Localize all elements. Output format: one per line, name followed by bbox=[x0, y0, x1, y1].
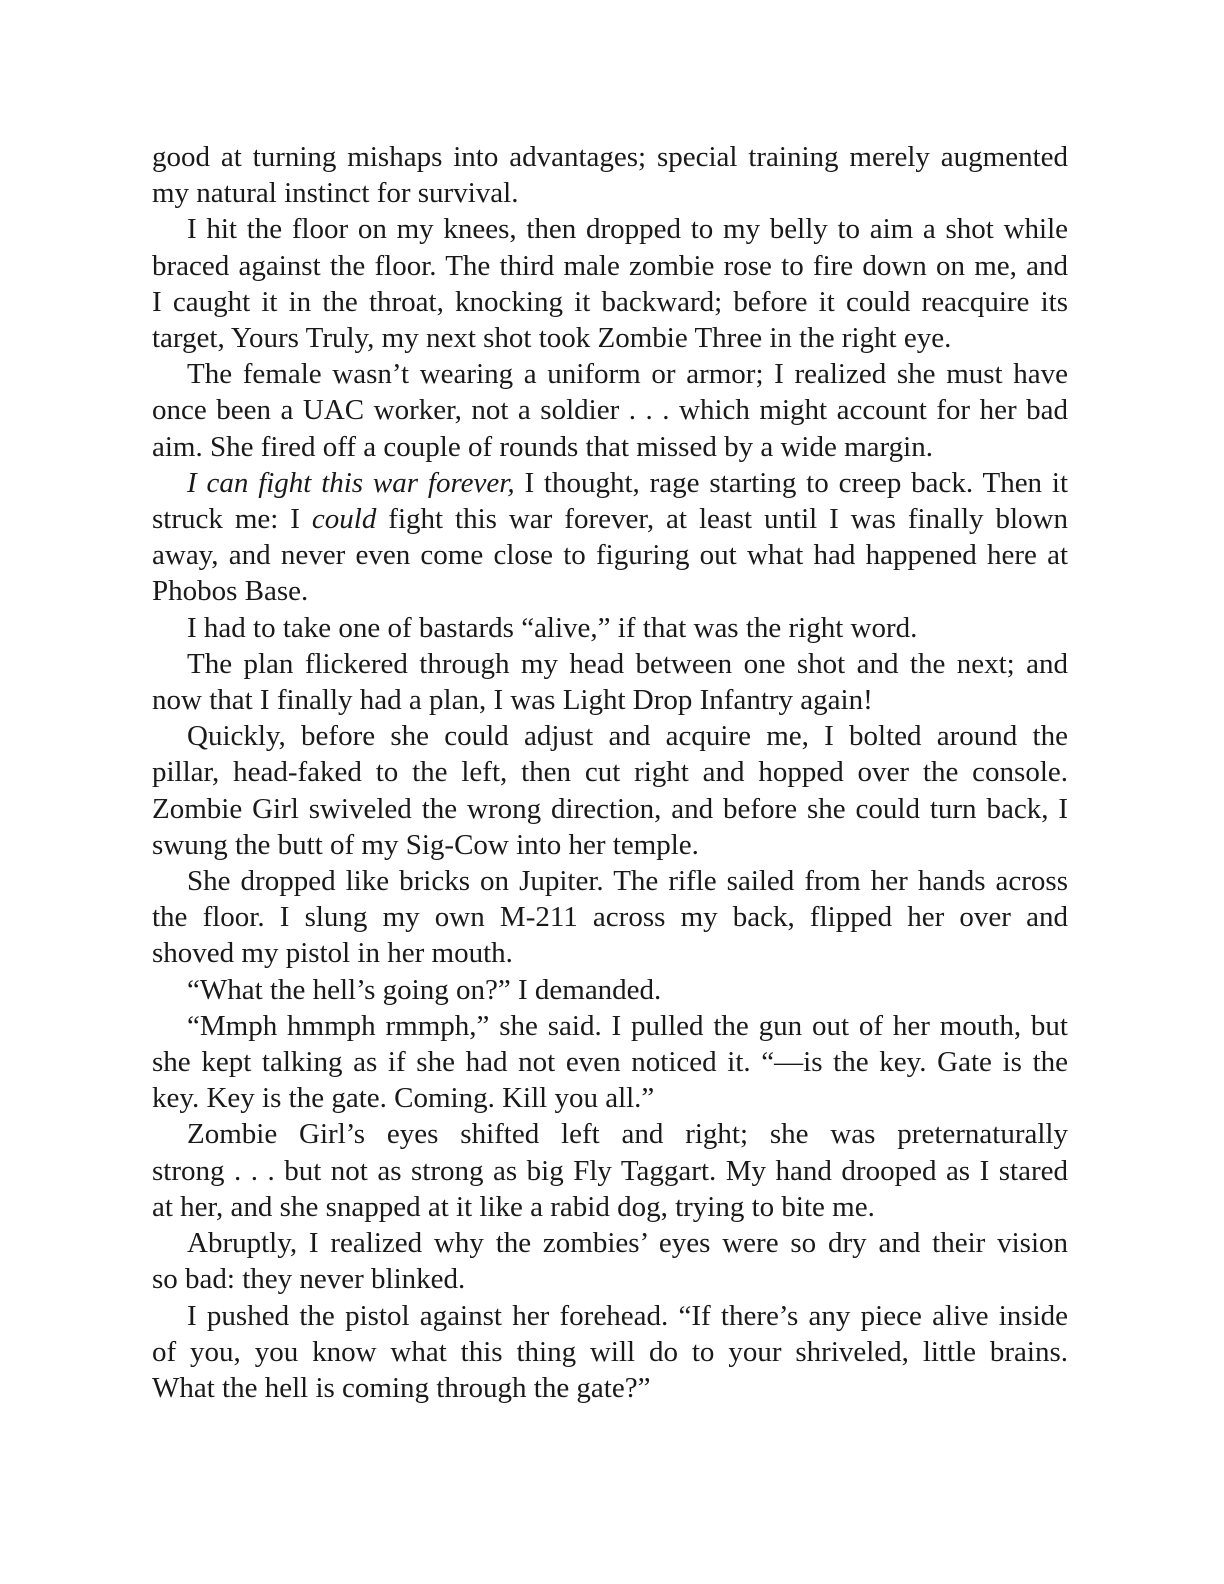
text-run: I caught it in the throat, knocking it backward; before it could reacquire its bbox=[152, 285, 1068, 318]
paragraph bbox=[152, 1116, 1068, 1225]
paragraph bbox=[152, 718, 1068, 863]
text-run: struck me: I bbox=[152, 503, 312, 536]
text-run: target, Yours Truly, my next shot took Zombie Three in the right eye. bbox=[152, 322, 952, 355]
text-run: so bad: they never blinked. bbox=[152, 1263, 466, 1296]
text-run: She dropped like bricks on Jupiter. The rifle sailed from her hands across bbox=[187, 865, 1068, 898]
text-run: she kept talking as if she had not even noticed it. “—is the key. Gate is the bbox=[152, 1046, 1068, 1079]
text-line bbox=[152, 682, 1068, 718]
text-line bbox=[152, 465, 1068, 501]
text-line bbox=[152, 1080, 1068, 1116]
text-run: at her, and she snapped at it like a rabid dog, trying to bite me. bbox=[152, 1190, 875, 1223]
paragraph bbox=[152, 1008, 1068, 1117]
text-run: “What the hell’s going on?” I demanded. bbox=[187, 973, 662, 1006]
italic-text-run: could bbox=[311, 503, 377, 536]
text-run: swung the butt of my Sig-Cow into her temple. bbox=[152, 828, 699, 861]
text-run: key. Key is the gate. Coming. Kill you all.” bbox=[152, 1082, 655, 1115]
text-line bbox=[152, 175, 1068, 211]
text-line bbox=[152, 392, 1068, 428]
text-run: Abruptly, I realized why the zombies’ eyes were so dry and their vision bbox=[187, 1227, 1068, 1260]
text-run: “Mmph hmmph rmmph,” she said. I pulled the gun out of her mouth, but bbox=[187, 1009, 1068, 1042]
text-line bbox=[152, 537, 1068, 573]
text-line bbox=[152, 1008, 1068, 1044]
text-line bbox=[152, 610, 1068, 646]
text-line bbox=[152, 284, 1068, 320]
text-run: I pushed the pistol against her forehead. “If there’s any piece alive inside bbox=[187, 1299, 1068, 1332]
text-line bbox=[152, 1334, 1068, 1370]
text-run: I thought, rage starting to creep back. Then it bbox=[514, 466, 1069, 499]
text-run: What the hell is coming through the gate?” bbox=[152, 1371, 651, 1404]
text-line bbox=[152, 646, 1068, 682]
text-line bbox=[152, 718, 1068, 754]
text-line bbox=[152, 139, 1068, 175]
paragraph bbox=[152, 1225, 1068, 1297]
paragraph bbox=[152, 356, 1068, 465]
text-run: I had to take one of bastards “alive,” if that was the right word. bbox=[187, 611, 918, 644]
text-line bbox=[152, 429, 1068, 465]
text-run: Quickly, before she could adjust and acquire me, I bolted around the bbox=[187, 720, 1068, 753]
text-line bbox=[152, 211, 1068, 247]
text-run: Zombie Girl swiveled the wrong direction, and before she could turn back, I bbox=[152, 792, 1068, 825]
text-run: The female wasn’t wearing a uniform or armor; I realized she must have bbox=[187, 358, 1068, 391]
text-line bbox=[152, 320, 1068, 356]
text-line bbox=[152, 899, 1068, 935]
text-run: I hit the floor on my knees, then dropped to my belly to aim a shot while bbox=[187, 213, 1068, 246]
text-line bbox=[152, 1298, 1068, 1334]
text-run: braced against the floor. The third male zombie rose to fire down on me, and bbox=[152, 249, 1068, 282]
text-line bbox=[152, 1225, 1068, 1261]
text-run: the floor. I slung my own M-211 across my back, flipped her over and bbox=[152, 901, 1068, 934]
text-line bbox=[152, 1153, 1068, 1189]
text-line bbox=[152, 863, 1068, 899]
text-line bbox=[152, 972, 1068, 1008]
text-run: my natural instinct for survival. bbox=[152, 177, 519, 210]
paragraph bbox=[152, 139, 1068, 211]
text-run: strong . . . but not as strong as big Fly Taggart. My hand drooped as I stared bbox=[152, 1154, 1068, 1187]
text-run: once been a UAC worker, not a soldier . . . which might account for her bad bbox=[152, 394, 1068, 427]
text-line bbox=[152, 827, 1068, 863]
text-line bbox=[152, 1116, 1068, 1152]
text-line bbox=[152, 754, 1068, 790]
text-run: good at turning mishaps into advantages; special training merely augmented bbox=[152, 141, 1068, 173]
text-line bbox=[152, 248, 1068, 284]
text-run: aim. She fired off a couple of rounds that missed by a wide margin. bbox=[152, 430, 933, 463]
text-line bbox=[152, 501, 1068, 537]
paragraph bbox=[152, 646, 1068, 718]
text-line bbox=[152, 1370, 1068, 1406]
text-line bbox=[152, 1189, 1068, 1225]
text-run: pillar, head-faked to the left, then cut right and hopped over the console. bbox=[152, 756, 1068, 789]
text-run: Phobos Base. bbox=[152, 575, 309, 608]
paragraph bbox=[152, 1298, 1068, 1407]
text-run: fight this war forever, at least until I was finally blown bbox=[376, 503, 1068, 536]
text-line bbox=[152, 1044, 1068, 1080]
text-line bbox=[152, 573, 1068, 609]
italic-text-run: I can fight this war forever, bbox=[187, 466, 515, 499]
text-line bbox=[152, 935, 1068, 971]
paragraph bbox=[152, 211, 1068, 356]
page-text-block bbox=[152, 139, 1068, 1406]
text-run: now that I finally had a plan, I was Light Drop Infantry again! bbox=[152, 684, 873, 717]
paragraph bbox=[152, 972, 1068, 1008]
paragraph bbox=[152, 610, 1068, 646]
text-line bbox=[152, 356, 1068, 392]
text-run: Zombie Girl’s eyes shifted left and right; she was preternaturally bbox=[187, 1118, 1068, 1151]
paragraph bbox=[152, 465, 1068, 610]
text-run: of you, you know what this thing will do to your shriveled, little brains. bbox=[152, 1335, 1068, 1368]
text-line bbox=[152, 791, 1068, 827]
text-line bbox=[152, 1261, 1068, 1297]
text-run: The plan flickered through my head between one shot and the next; and bbox=[187, 647, 1068, 680]
text-run: away, and never even come close to figuring out what had happened here at bbox=[152, 539, 1068, 572]
text-run: shoved my pistol in her mouth. bbox=[152, 937, 513, 970]
paragraph bbox=[152, 863, 1068, 972]
